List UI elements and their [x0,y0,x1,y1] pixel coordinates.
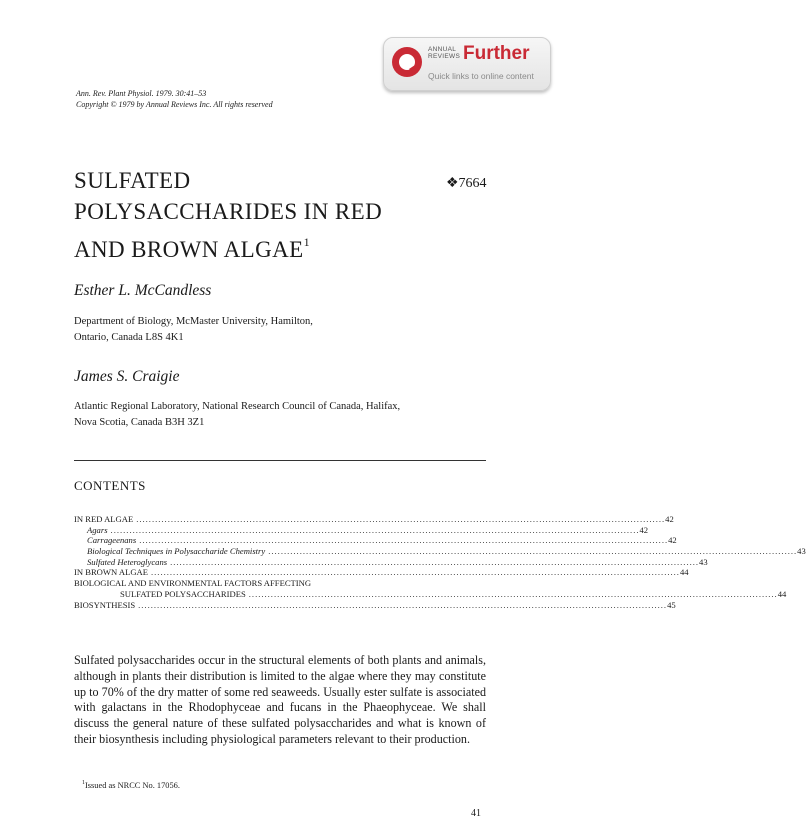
badge-line2: REVIEWS [428,53,461,60]
toc-entry-label: Biological Techniques in Polysaccharide Chemistry [87,546,266,557]
toc-entry-page: 43 [797,546,806,557]
toc-entry[interactable] [74,546,806,557]
toc-entry-page: 44 [679,567,689,578]
toc-entry[interactable] [74,556,708,568]
toc-leader-dots: ........................................................................................................................................................................ [151,567,680,578]
toc-entry-label: BIOSYNTHESIS [74,599,136,610]
toc-leader-dots: ........................................................................................................................................................................ [248,588,778,599]
journal-citation: Ann. Rev. Plant Physiol. 1979. 30:41–53 [76,89,207,98]
toc-leader-dots: ........................................................................................................................................................................ [138,599,668,610]
table-of-contents [74,514,806,610]
footnote [82,780,180,790]
toc-entry-label: Agars [87,524,108,535]
footnote-mark: 1 [82,780,85,786]
title-line-3-text: AND BROWN ALGAE [74,237,304,262]
toc-entry-label: BIOLOGICAL AND ENVIRONMENTAL FACTORS AFFECTING [74,578,312,589]
page-number: 41 [471,808,481,819]
toc-entry-page: 42 [665,514,674,524]
toc-leader-dots: ........................................................................................................................................................................ [136,514,666,524]
affiliation-1-line-1: Department of Biology, McMaster University, Hamilton, [74,316,313,327]
section-divider [74,460,486,461]
author-name-2: James S. Craigie [74,368,180,385]
toc-entry[interactable] [74,588,787,600]
toc-entry[interactable] [74,535,677,546]
toc-entry-page: 43 [699,556,708,567]
badge-tagline[interactable]: Quick links to online content [428,71,534,81]
toc-entry-label: IN BROWN ALGAE [74,567,148,578]
toc-entry[interactable] [74,599,676,611]
copyright-notice: Copyright © 1979 by Annual Reviews Inc. All rights reserved [76,100,273,109]
badge-brand: Further [463,43,530,64]
annual-reviews-logo-icon [392,47,422,77]
toc-entry-label: IN RED ALGAE [74,514,134,524]
affiliation-1-line-2: Ontario, Canada L8S 4K1 [74,332,184,343]
toc-leader-dots: ........................................................................................................................................................................ [110,524,640,535]
toc-entry[interactable] [74,567,689,578]
article-code: ❖7664 [446,176,487,191]
contents-heading: CONTENTS [74,478,146,493]
toc-entry-label: Sulfated Heteroglycans [87,556,168,567]
toc-entry-page: 42 [668,535,677,546]
badge-line1: ANNUAL [428,46,457,53]
toc-leader-dots: ........................................................................................................................................................................ [170,556,700,567]
toc-entry[interactable] [74,514,674,525]
badge-publisher-label [428,46,460,60]
author-name-1: Esther L. McCandless [74,282,212,299]
title-line-3 [74,227,382,265]
author-affiliation-2 [74,399,400,431]
toc-leader-dots: ........................................................................................................................................................................ [139,535,669,546]
author-affiliation-1 [74,314,313,346]
intro-paragraph: Sulfated polysaccharides occur in the structural elements of both plants and animals, although in plants their distribution is limited to the algae where they may constitute up to 70% of the dry matter of some red seaweeds. Usually ester sulfate is associated with galactans in the Rhodophyceae and fucans in the Phaeophyceae. We shall discuss the general nature of these sulfated polysaccharides and what is known of their biosynthesis including physiological parameters relevant to their production. [74,653,486,746]
footnote-text: Issued as NRCC No. 17056. [85,781,180,790]
toc-entry-label: SULFATED POLYSACCHARIDES [120,588,246,599]
toc-entry[interactable] [74,578,486,589]
affiliation-2-line-2: Nova Scotia, Canada B3H 3Z1 [74,417,205,428]
annual-reviews-further-badge[interactable] [383,37,551,91]
toc-entry-page: 42 [639,524,649,535]
title-footnote-mark[interactable]: 1 [303,235,311,249]
toc-entry-page: 45 [667,599,676,610]
affiliation-2-line-1: Atlantic Regional Laboratory, National Research Council of Canada, Halifax, [74,401,401,412]
toc-entry-label: Carrageenans [87,535,137,546]
toc-leader-dots: ........................................................................................................................................................................ [268,546,798,557]
title-line-2: POLYSACCHARIDES IN RED [74,199,383,224]
toc-entry-page: 44 [777,588,787,599]
toc-entry[interactable] [74,524,649,536]
article-title [74,165,382,265]
title-line-1: SULFATED [74,168,191,193]
